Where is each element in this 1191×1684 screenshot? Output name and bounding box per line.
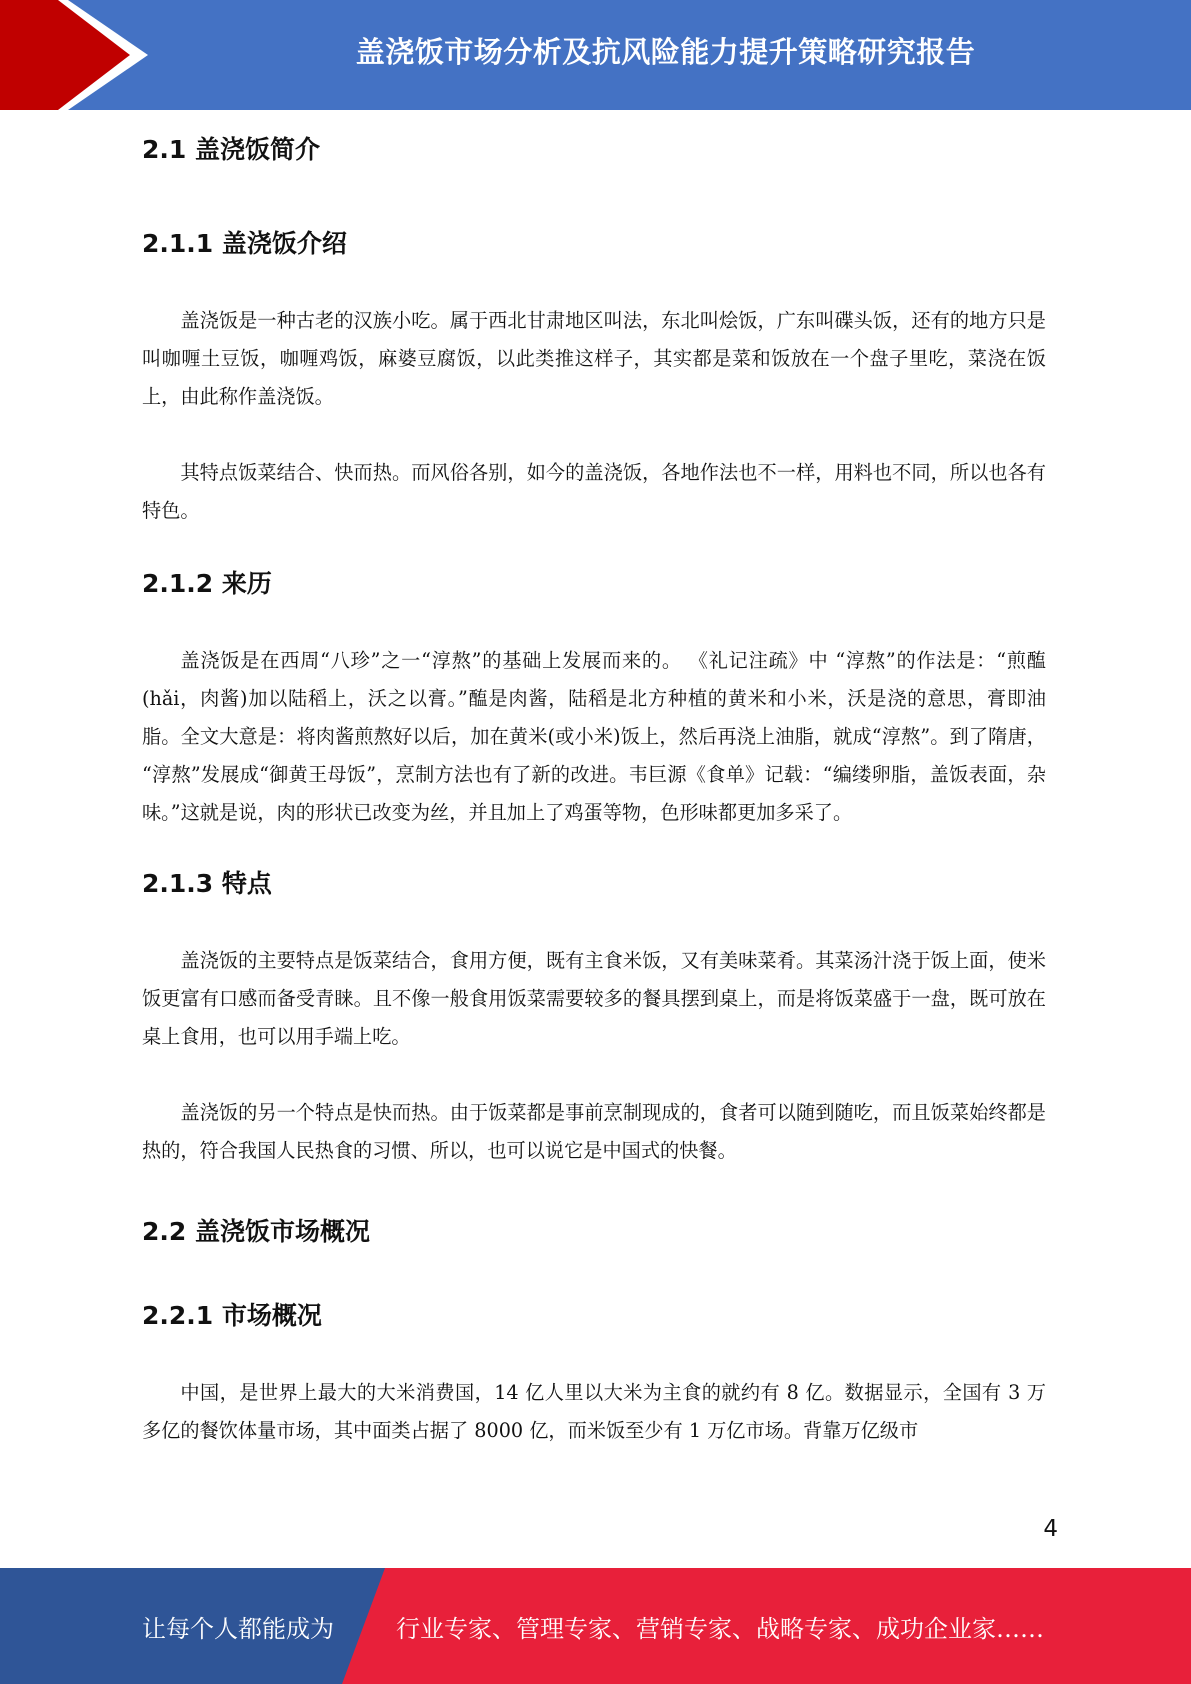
- section-heading-2-2-1: 2.2.1 市场概况: [142, 1301, 322, 1330]
- footer-slogan-right: 行业专家、管理专家、营销专家、战略专家、成功企业家……: [396, 1614, 1044, 1643]
- paragraph: 中国，是世界上最大的大米消费国，14 亿人里以大米为主食的就约有 8 亿。数据显示，全国有 3 万多亿的餐饮体量市场，其中面类占据了 8000 亿，而米饭至少有 1 万亿市场。背靠万亿级市: [142, 1381, 1046, 1442]
- section-heading-2-2: 2.2 盖浇饭市场概况: [142, 1217, 370, 1246]
- report-title: 盖浇饭市场分析及抗风险能力提升策略研究报告: [355, 34, 976, 69]
- page-header: [0, 0, 1191, 110]
- section-heading-2-1: 2.1 盖浇饭简介: [142, 135, 320, 164]
- paragraph: 盖浇饭的另一个特点是快而热。由于饭菜都是事前烹制现成的，食者可以随到随吃，而且饭菜始终都是热的，符合我国人民热食的习惯、所以，也可以说它是中国式的快餐。: [142, 1101, 1046, 1162]
- footer-slogan-left: 让每个人都能成为: [142, 1614, 334, 1643]
- document-body: [142, 118, 1046, 1450]
- page-number: 4: [1043, 1516, 1058, 1542]
- paragraph: 盖浇饭的主要特点是饭菜结合，食用方便，既有主食米饭，又有美味菜肴。其菜汤汁浇于饭上面，使米饭更富有口感而备受青睐。且不像一般食用饭菜需要较多的餐具摆到桌上，而是将饭菜盛于一盘，既可放在桌上食用，也可以用手端上吃。: [142, 949, 1046, 1048]
- page-footer: [0, 1568, 1191, 1684]
- paragraph: 其特点饭菜结合、快而热。而风俗各别，如今的盖浇饭，各地作法也不一样，用料也不同，所以也各有特色。: [142, 461, 1046, 522]
- paragraph: 盖浇饭是一种古老的汉族小吃。属于西北甘肃地区叫法，东北叫烩饭，广东叫碟头饭，还有的地方只是叫咖喱土豆饭，咖喱鸡饭，麻婆豆腐饭，以此类推这样子，其实都是菜和饭放在一个盘子里吃，菜浇在饭上，由此称作盖浇饭。: [142, 309, 1046, 408]
- paragraph: 盖浇饭是在西周“八珍”之一“淳熬”的基础上发展而来的。 《礼记注疏》中 “淳熬”的作法是：“煎醢(hǎi，肉酱)加以陆稻上，沃之以膏。”醢是肉酱，陆稻是北方种植的黄米和小米，沃是浇的意思，膏即油脂。全文大意是：将肉酱煎熬好以后，加在黄米(或小米)饭上，然后再浇上油脂，就成“淳熬”。到了隋唐， “淳熬”发展成“御黄王母饭”，烹制方法也有了新的改进。韦巨源《食单》记载：“编缕卵脂，盖饭表面，杂味。”这就是说，肉的形状已改变为丝，并且加上了鸡蛋等物，色形味都更加多采了。: [142, 649, 1046, 824]
- section-heading-2-1-1: 2.1.1 盖浇饭介绍: [142, 229, 347, 258]
- section-heading-2-1-2: 2.1.2 来历: [142, 569, 272, 598]
- section-heading-2-1-3: 2.1.3 特点: [142, 869, 272, 898]
